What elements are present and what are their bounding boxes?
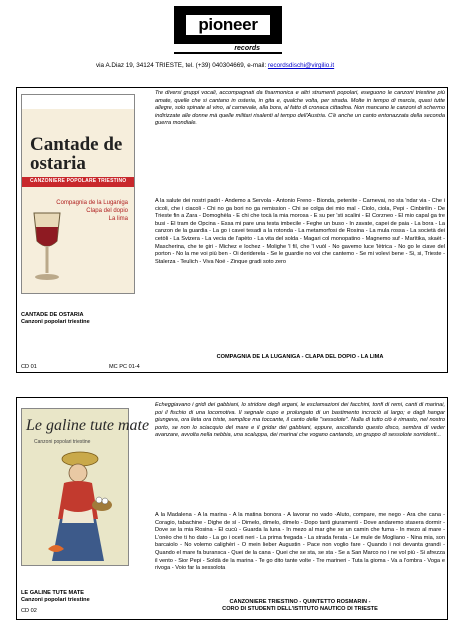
- contact-line: [96, 62, 334, 69]
- album-subtitle: Canzoni popolari triestine: [21, 319, 90, 325]
- cover-group-list: [56, 199, 128, 223]
- album-caption: [21, 590, 90, 604]
- cd-code: CD 02: [21, 608, 37, 614]
- logo-word: pioneer: [186, 15, 270, 35]
- album-intro: Tre diversi gruppi vocali, accompagnati da fisarmonica e altri strumenti popolari, eseguono le canzoni triestine più amate, quelle che si cantano in osteria, in gita e, qualche volta, per strada. Molte in tempo di marcia, quasi tutte allegre, solo spinate al vino, al carnevale, alla bora, al fatto di cronaca cittadina. Non mancano le canzoni di schermo indirizzate alle donne mà quelle militari risalenti al tempo dell'Austria. C'è anche un canto entonazzata della seconda guerra mondiale.: [155, 90, 445, 127]
- album-cover-2: [21, 408, 150, 566]
- album-section-1: [16, 87, 448, 373]
- cd-code: CD 01: [21, 364, 37, 370]
- wine-glass-icon: [30, 211, 64, 283]
- album-intro: Echeggiavano i gridi dei gabbiani, lo stridore degli argani, le esclamazioni dei facchini, tonfi di remi, canti di marinai, poi il fischio di una locomotiva. Il segnale cupo e prolungato di un bastimento incrociò al largo; e dagli hangar giungeva, ora lieta ora triste, semplice ma toccante, il canto delle "sessolote". Nulla di tutto ciò è rimasto, nel nostro porto, se non lo sciacquio del mare e il gridar dei gabbiani, eppure, ascoltando questo disco, sembra di veder avanzare, avvolta nella nebbia, una scaluppa, dei marinai che vogano cantando, un gruppo di sessolote sorridenti...: [155, 402, 445, 439]
- woman-with-basket-illustration: [42, 449, 114, 563]
- cover-group: Clapa del dopio: [86, 208, 128, 214]
- address-text: via A.Diaz 19, 34124 TRIESTE, tel. (+39) 040304669, e-mail:: [96, 62, 268, 69]
- cover-title: Cantade de ostaria: [30, 134, 123, 174]
- performer-credit: COMPAGNIA DE LA LUGANIGA - CLAPA DEL DOPIO - LA LIMA: [216, 354, 384, 360]
- cover-subtitle: Canzoni popolari triestine: [34, 439, 91, 445]
- album-subtitle: Canzoni popolari triestine: [21, 597, 90, 603]
- mc-code: MC PC 01-4: [109, 364, 140, 370]
- cover-group: La lima: [108, 216, 128, 222]
- email-link[interactable]: recordsdischi@virgilio.it: [267, 62, 335, 69]
- album-cover-1: [21, 94, 135, 294]
- album-title: CANTADE DE OSTARIA: [21, 312, 84, 318]
- logo-black-band: [174, 6, 282, 42]
- pioneer-records-logo: [174, 6, 282, 56]
- track-list: A la salute dei nostri padri - Andemo a Servola - Antonio Freno - Bionda, petenite - Carnevai, no sta 'ndar via - Che i cicoli, che i ciacoli - Chi no ga bori no ga remission - Chi se colga dei mio mal - Ciolo, ciola, Pepi - Cinbirilin - De Trieste fin a Zara - Domoghèla - E chi che tocà la mia morosa - E su per 'sti scalini - El Corzneo - El mio capal ga tre busi - El tram de Opcina - Essa mi pare una testa imbecile - Feghe un buso - In zavate, capei de paia - La bora - La canzon de la guardia - La go i cavei tesadi a la rotonda - La metamorfosi de Rosina - La mula rossa - La società dei cetòli - La Svizera - La vecia de l'apèto - La vita del solda - Magari col monopatino - Magnemo suf - Marìtika, skaèt - Mascherina, che te giri - Michez e lochez - Molighe 'l fil, che 'l vuòl - No gavemo luce 'lètrica - No go le ciave del porton - No la me voi più ben - Oi deriderela - Se le guardie no voi che cantemo - Se mi volevi bene - Si, si, Trieste - Stalerza - Teulich - Viva Noé - Zinque gradi soto zero: [155, 198, 445, 265]
- performer-credit: CANZONIERE TRIESTINO - QUINTETTO ROSMARIN - CORO DI STUDENTI DELL'ISTITUTO NAUTICO DI TRIESTE: [222, 599, 378, 613]
- album-section-2: [16, 397, 448, 620]
- cover-group: Compagnia de la Luganiga: [56, 200, 128, 206]
- album-caption: [21, 312, 90, 326]
- logo-records-band: [174, 42, 282, 54]
- cover-subtitle: CANZONIERE POPOLARE TRIESTINO: [30, 178, 127, 184]
- cover-title: Le galine tute mate: [26, 417, 150, 434]
- album-title: LE GALINE TUTE MATE: [21, 590, 84, 596]
- track-list: A la Madalena - A la marina - A la matina bonora - A lavorar no vado -Aluto, compare, me nego - Ara che cana - Coragio, tabachine - Dighe de sì - Dimelo, dimelo, dimelo - Dopo tanti giuramenti - Dove andaremo stasera dormir - Dove se la mia Rosina - El cucù - Guarda la luna - In mezo al mar ghe xe un camin che fuma - In mezo al mare - L'onèo che ti ho dato - La go i oceti neri - La prima fregada - La strada ferata - Le mule de Mogliano - Nina mia, son barcaiolo - No volemo calighèri - O mein lieber Augustin - Pace non voglio fare - Quando i noi devanta grandi - Quando el mare fa buransca - Quei de la cana - Quei che se sta, se sta - Se a San Marco no i ne vol più - Si afrezza il vento - Sior Pepi - Soldà de la marina - Te go dito tante volte - Tre marineri - Tuta la gioma - Va a l'ombra - Voga e rivoga - Voio far la sessolota: [155, 512, 445, 572]
- cover-top-band: [22, 95, 134, 109]
- logo-sub: records: [234, 45, 260, 52]
